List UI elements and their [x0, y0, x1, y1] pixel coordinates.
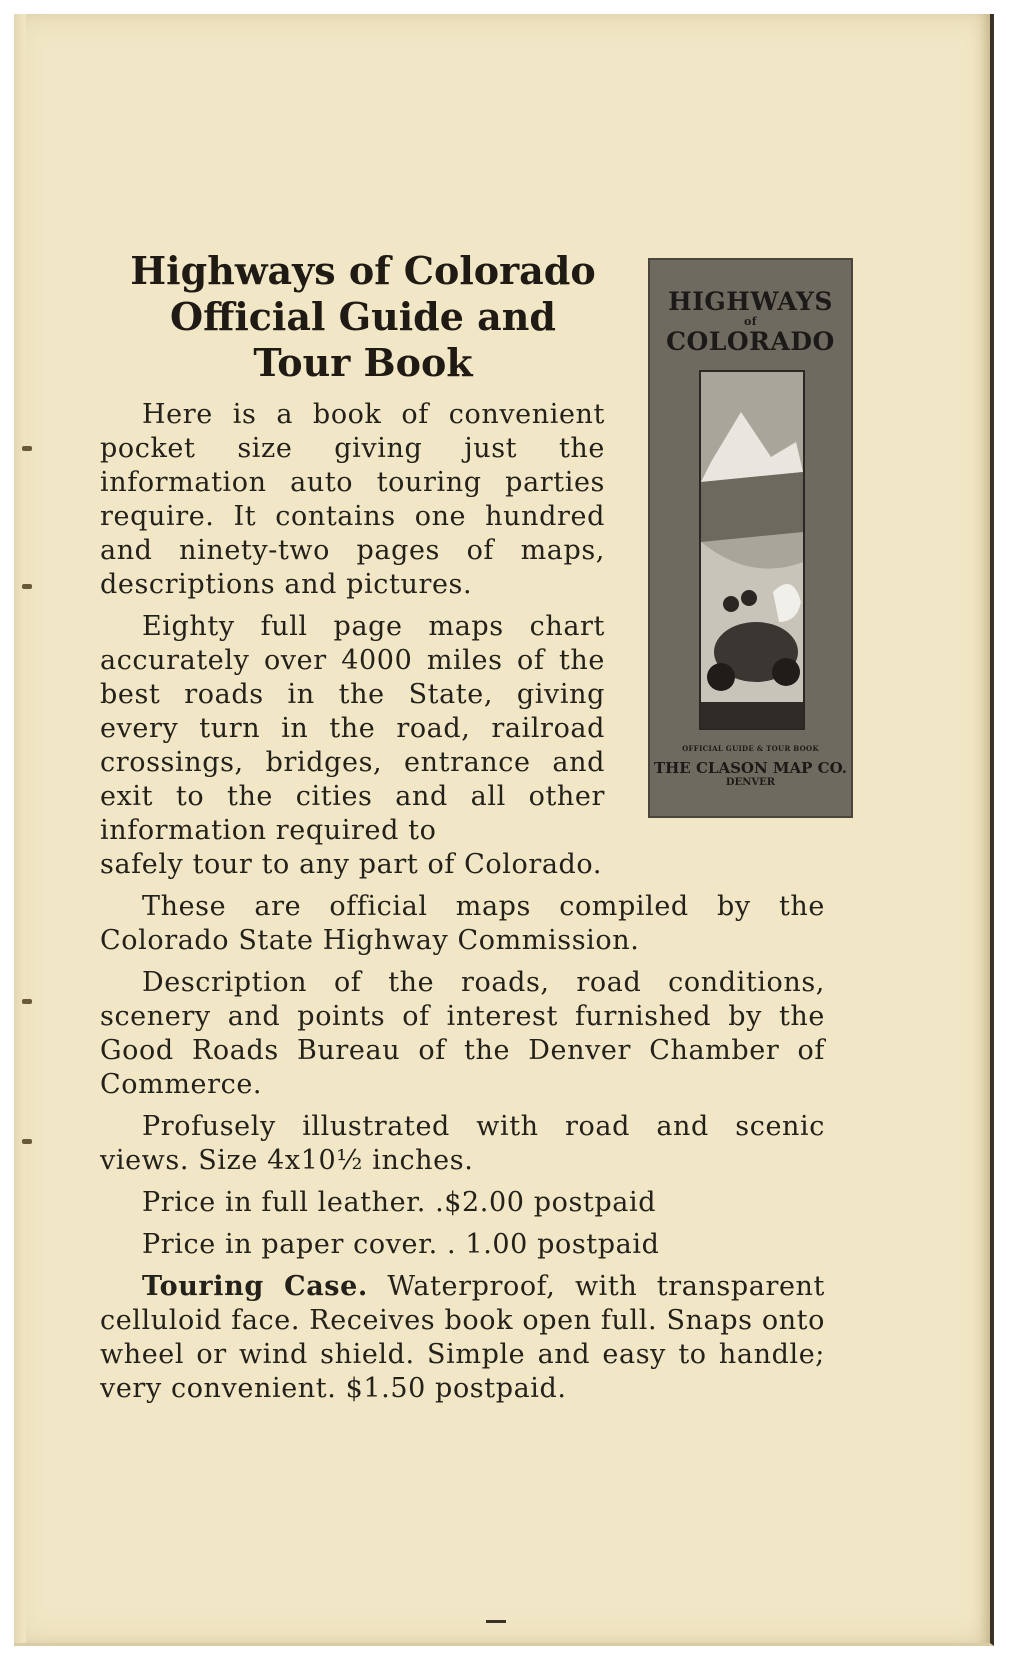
cover-city: DENVER — [725, 777, 776, 788]
cover-title-bottom: COLORADO — [666, 327, 835, 356]
paragraph-description: Description of the roads, road conditions, scenery and points of interest furnished by the Good Roads Bureau of the Denver Chamber of Commerce. — [100, 967, 825, 1100]
paragraph-official: These are official maps compiled by the Colorado State Highway Commission. — [100, 891, 825, 956]
binding-stitch — [22, 446, 32, 451]
booklet-page — [14, 14, 994, 1646]
title-line-1: Highways of Colorado — [130, 248, 596, 293]
title-line-3: Tour Book — [253, 340, 473, 385]
price-paper: Price in paper cover. . 1.00 postpaid — [142, 1229, 660, 1260]
cover-publisher: THE CLASON MAP CO. — [653, 759, 848, 777]
paragraph-maps: Eighty full page maps chart accurately over 4000 miles of the best roads in the State, giving every turn in the road, railroad crossings, bridges, entrance and exit to the cities and all other information required to — [100, 611, 605, 846]
page-spine — [14, 14, 26, 1643]
paragraph-illustrated: Profusely illustrated with road and scenic views. Size 4x10½ inches. — [100, 1111, 825, 1176]
cover-title — [650, 288, 851, 356]
touring-case-text: Waterproof, with transparent celluloid face. Receives book open full. Snaps onto wheel or wind shield. Simple and easy to handle; very convenient. $1.50 postpaid. — [100, 1271, 825, 1404]
description-text — [100, 398, 825, 1414]
price-leather: Price in full leather. .$2.00 postpaid — [142, 1187, 657, 1218]
binding-stitch — [22, 584, 32, 589]
title-line-2: Official Guide and — [170, 294, 556, 339]
cover-title-of: of — [743, 315, 758, 328]
paragraph-touring-case — [100, 1270, 825, 1406]
cover-subtitle: OFFICIAL GUIDE & TOUR BOOK — [682, 744, 819, 753]
page-mark — [486, 1620, 506, 1623]
page-title — [110, 248, 616, 386]
paragraph-maps-end: safely tour to any part of Colorado. — [100, 849, 602, 880]
binding-stitch — [22, 1139, 32, 1144]
touring-case-lead: Touring Case. — [142, 1271, 368, 1302]
binding-stitch — [22, 999, 32, 1004]
paragraph-intro: Here is a book of convenient pocket size giving just the information auto touring parties require. It contains one hundred and ninety-two pages of maps, descriptions and pictures. — [100, 399, 605, 600]
cover-title-top: HIGHWAYS — [668, 287, 833, 316]
